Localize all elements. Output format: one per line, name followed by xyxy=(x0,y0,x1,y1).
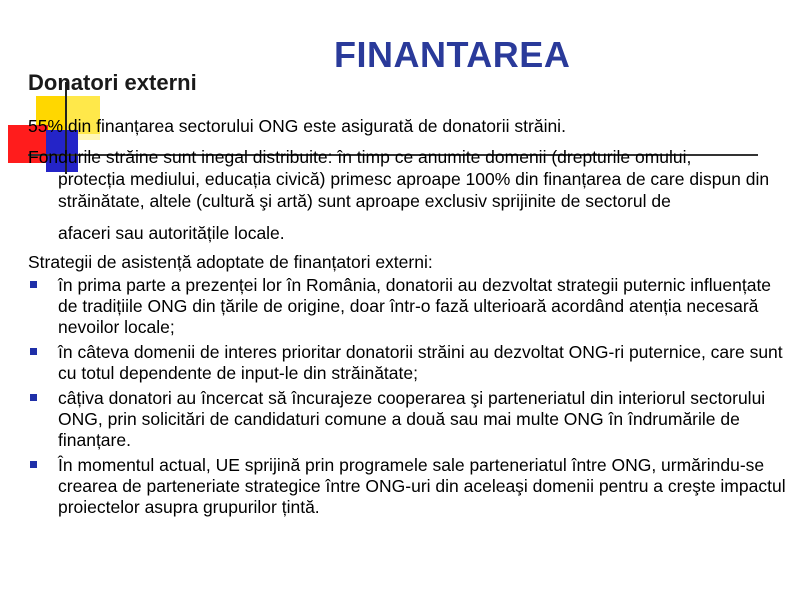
bullet-square-icon xyxy=(30,394,37,401)
section-subtitle: Donatori externi xyxy=(28,70,197,95)
paragraph-strategies-intro: Strategii de asistență adoptate de finanțatori externi: xyxy=(28,252,433,272)
list-item-text: În momentul actual, UE sprijină prin programele sale parteneriatul între ONG, urmărindu-se crearea de parteneriate strategice între ONG-uri din aceleaşi domenii pentru a creşte impactul proiectelor asupra grupurilor țintă. xyxy=(58,455,786,517)
paragraph-distribution xyxy=(28,146,783,212)
strategies-list xyxy=(28,275,788,522)
list-item xyxy=(28,388,788,451)
list-item xyxy=(28,342,788,384)
list-item-text: câțiva donatori au încercat să încurajeze cooperarea şi parteneriatul din interiorul sectorului ONG, prin solicitări de candidaturi comune a două sau mai multe ONG în îndrumările de finanțare. xyxy=(58,388,766,450)
bullet-square-icon xyxy=(30,281,37,288)
bullet-square-icon xyxy=(30,461,37,468)
list-item xyxy=(28,275,788,338)
list-item xyxy=(28,455,788,518)
paragraph-distribution-end: afaceri sau autoritățile locale. xyxy=(58,223,285,243)
bullet-square-icon xyxy=(30,348,37,355)
paragraph-distribution-rest: protecția mediului, educația civică) primesc aproape 100% din finanțarea de care dispun din străinătate, altele (cultură şi artă) sunt aproape exclusiv sprijinite de sectorul de xyxy=(58,169,770,211)
paragraph-funding-share: 55% din finanțarea sectorului ONG este asigurată de donatorii străini. xyxy=(28,116,566,136)
page-title: FINANTAREA xyxy=(334,34,571,75)
paragraph-distribution-line1: Fondurile străine sunt inegal distribuite: în timp ce anumite domenii (drepturile omului, xyxy=(28,147,692,167)
list-item-text: în prima parte a prezenței lor în România, donatorii au dezvoltat strategii puternic influențate de tradițiile ONG din țările de origine, doar într-o fază ulterioară acordând atenția necesară nevoilor locale; xyxy=(58,275,772,337)
list-item-text: în câteva domenii de interes prioritar donatorii străini au dezvoltat ONG-ri puternice, care sunt cu totul dependente de input-le din străinătate; xyxy=(58,342,783,383)
